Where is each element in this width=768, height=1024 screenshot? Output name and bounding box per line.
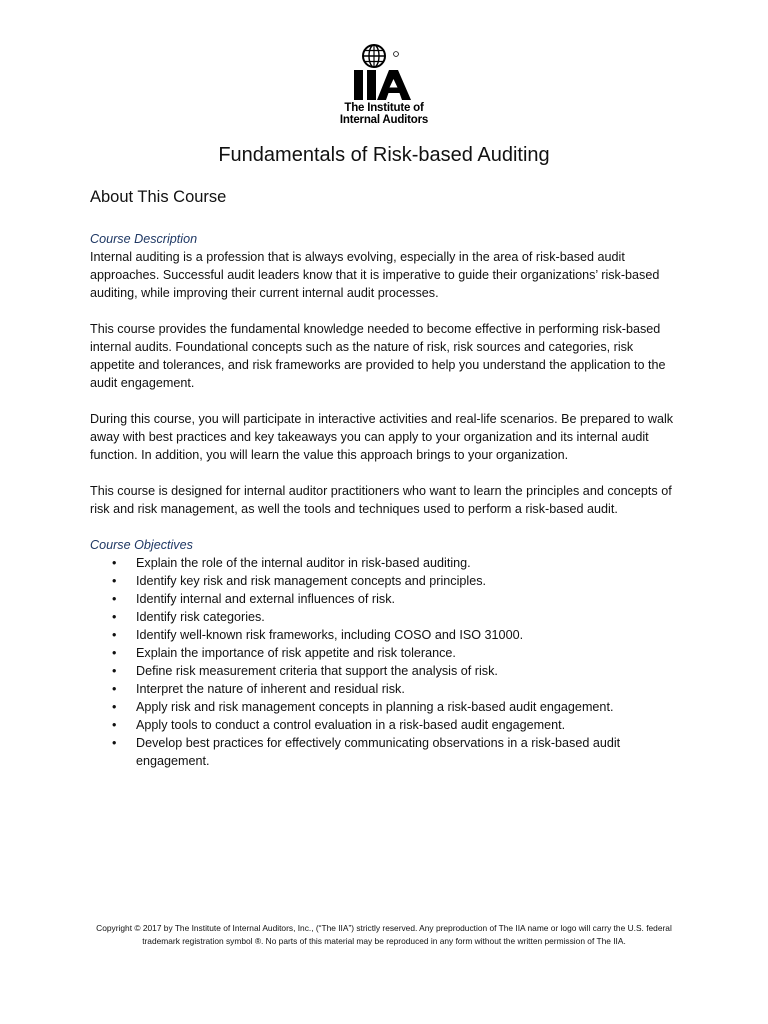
description-paragraph-4: This course is designed for internal auditor practitioners who want to learn the principles and concepts of risk and risk management, as well the tools and techniques used to perform a risk-based audit. [90,484,672,516]
bullet: • [112,736,117,750]
iia-globe-logo-icon [351,44,417,102]
course-content [90,230,680,770]
bullet: • [112,628,117,642]
objective-text: Interpret the nature of inherent and residual risk. [136,682,405,696]
objective-text: Explain the role of the internal auditor in risk-based auditing. [136,556,471,570]
objective-item [90,590,680,608]
objective-item [90,554,680,572]
objective-text: Identify internal and external influences of risk. [136,592,396,606]
bullet: • [112,664,117,678]
description-paragraph-3: During this course, you will participate in interactive activities and real-life scenarios. Be prepared to walk away with best practices and key takeaways you can apply to your organization and its internal audit function. In addition, you will learn the value this approach brings to your organization. [90,412,674,462]
objective-text: Define risk measurement criteria that support the analysis of risk. [136,664,498,678]
objective-item [90,680,680,698]
iia-logo [318,44,450,130]
objective-item [90,644,680,662]
objectives-list [90,554,680,770]
section-heading: About This Course [90,188,227,206]
objective-item [90,698,680,716]
description-paragraph-1: Internal auditing is a profession that is always evolving, especially in the area of risk-based audit approaches. Successful audit leaders know that it is imperative to guide their organizations’ risk-based auditing, while improving their current internal audit processes. [90,250,660,300]
logo-line-1: The Institute of [344,102,424,114]
objective-text: Identify key risk and risk management concepts and principles. [136,574,486,588]
objective-item [90,572,680,590]
bullet: • [112,718,117,732]
document-title: Fundamentals of Risk-based Auditing [218,144,550,166]
objective-text: Develop best practices for effectively communicating observations in a risk-based audit engagement. [136,736,621,768]
objective-text: Apply tools to conduct a control evaluation in a risk-based audit engagement. [136,718,566,732]
description-paragraph-2: This course provides the fundamental knowledge needed to become effective in performing risk-based internal audits. Foundational concepts such as the nature of risk, risk sources and categories, risk appetite and tolerances, and risk frameworks are provided to help you understand the application to the audit engagement. [90,322,666,390]
bullet: • [112,682,117,696]
objective-text: Explain the importance of risk appetite and risk tolerance. [136,646,456,660]
bullet: • [112,556,117,570]
copyright-footer: Copyright © 2017 by The Institute of Internal Auditors, Inc., (“The IIA”) strictly reserved. Any preproduction of The IIA name or logo will carry the U.S. federal trademark registration symbol ®. No parts of this material may be reproduced in any form without the written permission of The IIA. [96,923,672,946]
objective-text: Identify risk categories. [136,610,265,624]
objective-item [90,626,680,644]
objective-text: Apply risk and risk management concepts in planning a risk-based audit engagement. [136,700,614,714]
course-description-heading: Course Description [90,232,198,246]
course-objectives-heading: Course Objectives [90,538,193,552]
objective-item [90,662,680,680]
objective-item [90,716,680,734]
objective-item [90,734,680,770]
bullet: • [112,574,117,588]
bullet: • [112,700,117,714]
bullet: • [112,592,117,606]
bullet: • [112,646,117,660]
bullet: • [112,610,117,624]
objective-item [90,608,680,626]
objective-text: Identify well-known risk frameworks, including COSO and ISO 31000. [136,628,524,642]
logo-line-2: Internal Auditors [339,114,429,126]
